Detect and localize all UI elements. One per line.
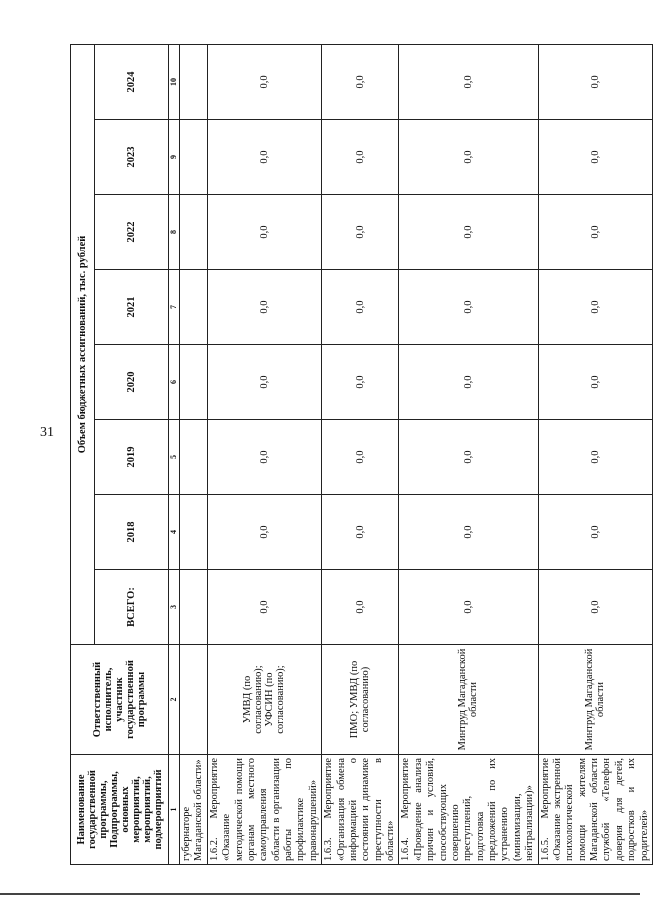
- row-value-cell: 0,0: [207, 495, 321, 570]
- table-row: [538, 44, 652, 864]
- row-name-cell: губернаторе Магаданской области»: [180, 755, 208, 865]
- row-value-cell: 0,0: [538, 495, 652, 570]
- row-value-cell: 0,0: [399, 120, 538, 195]
- row-value-cell: 0,0: [207, 120, 321, 195]
- header-year: ВСЕГО:: [95, 570, 169, 645]
- row-value-cell: 0,0: [322, 345, 399, 420]
- row-value-cell: 0,0: [207, 44, 321, 119]
- row-value-cell: 0,0: [538, 195, 652, 270]
- row-value-cell: [180, 495, 208, 570]
- row-value-cell: 0,0: [322, 570, 399, 645]
- row-value-cell: 0,0: [399, 44, 538, 119]
- row-name-cell: 1.6.2. Мероприятие «Оказание методической помощи органам местного самоуправления области в организации работы по профилактике правонарушений»: [207, 755, 321, 865]
- row-executor-cell: ПМО; УМВД (по согласованию): [322, 645, 399, 755]
- row-value-cell: 0,0: [207, 570, 321, 645]
- row-value-cell: 0,0: [399, 570, 538, 645]
- column-number: 9: [169, 120, 180, 195]
- row-value-cell: [180, 345, 208, 420]
- row-value-cell: 0,0: [399, 495, 538, 570]
- row-value-cell: 0,0: [207, 270, 321, 345]
- header-year: 2020: [95, 345, 169, 420]
- table-row: [207, 44, 321, 864]
- column-number-row: [169, 44, 180, 864]
- row-value-cell: 0,0: [322, 120, 399, 195]
- column-number: 1: [169, 755, 180, 865]
- row-value-cell: [180, 570, 208, 645]
- row-value-cell: 0,0: [399, 270, 538, 345]
- header-year: 2023: [95, 120, 169, 195]
- row-value-cell: 0,0: [538, 120, 652, 195]
- budget-table-sheet: [70, 45, 650, 865]
- table-row: [322, 44, 399, 864]
- row-value-cell: 0,0: [322, 270, 399, 345]
- row-value-cell: [180, 195, 208, 270]
- column-number: 5: [169, 420, 180, 495]
- row-name-cell: 1.6.4. Мероприятие «Проведение анализа причин и условий, способствующих совершению преступлений, подготовка предложений по их устранению (минимизации, нейтрализации)»: [399, 755, 538, 865]
- header-year: 2021: [95, 270, 169, 345]
- header-year: 2018: [95, 495, 169, 570]
- row-value-cell: [180, 270, 208, 345]
- column-number: 10: [169, 44, 180, 119]
- row-executor-cell: Минтруд Магаданской области: [399, 645, 538, 755]
- row-value-cell: 0,0: [538, 345, 652, 420]
- table-row: [399, 44, 538, 864]
- row-value-cell: 0,0: [538, 44, 652, 119]
- table-body: [180, 44, 653, 864]
- column-number: 8: [169, 195, 180, 270]
- row-value-cell: 0,0: [207, 195, 321, 270]
- header-name: Наименование государственной программы, Подпрограммы, основных мероприятий, мероприятий, подмероприятий: [71, 755, 169, 865]
- row-value-cell: 0,0: [322, 495, 399, 570]
- row-value-cell: 0,0: [538, 270, 652, 345]
- row-value-cell: 0,0: [322, 195, 399, 270]
- row-name-cell: 1.6.3. Мероприятие «Организация обмена информацией о состоянии и динамике преступности в области»: [322, 755, 399, 865]
- row-value-cell: 0,0: [538, 570, 652, 645]
- column-number: 3: [169, 570, 180, 645]
- budget-table: [70, 44, 653, 865]
- header-year: 2019: [95, 420, 169, 495]
- table-row: [180, 44, 208, 864]
- column-number: 6: [169, 345, 180, 420]
- row-value-cell: [180, 420, 208, 495]
- row-executor-cell: [180, 645, 208, 755]
- column-number: 2: [169, 645, 180, 755]
- header-row-1: [71, 44, 95, 864]
- header-budget: Объем бюджетных ассигнований, тыс. рублей: [71, 44, 95, 644]
- header-year: 2024: [95, 44, 169, 119]
- row-value-cell: [180, 44, 208, 119]
- row-name-cell: 1.6.5. Мероприятие «Оказание экстренной психологической помощи жителям Магаданской области службой «Телефон доверия для детей, подростков и их родителей»: [538, 755, 652, 865]
- row-value-cell: 0,0: [322, 420, 399, 495]
- row-value-cell: 0,0: [399, 420, 538, 495]
- column-number: 7: [169, 270, 180, 345]
- page-number: 31: [40, 425, 54, 440]
- row-value-cell: 0,0: [322, 44, 399, 119]
- row-value-cell: 0,0: [207, 345, 321, 420]
- row-executor-cell: Минтруд Магаданской области: [538, 645, 652, 755]
- column-number: 4: [169, 495, 180, 570]
- row-value-cell: 0,0: [399, 345, 538, 420]
- row-value-cell: 0,0: [538, 420, 652, 495]
- row-executor-cell: УМВД (по согласованию); УФСИН (по согласованию);: [207, 645, 321, 755]
- row-value-cell: [180, 120, 208, 195]
- header-executor: Ответственный исполнитель, участник государственной программы: [71, 645, 169, 755]
- row-value-cell: 0,0: [207, 420, 321, 495]
- page-bottom-rule: [0, 893, 640, 895]
- header-year: 2022: [95, 195, 169, 270]
- row-value-cell: 0,0: [399, 195, 538, 270]
